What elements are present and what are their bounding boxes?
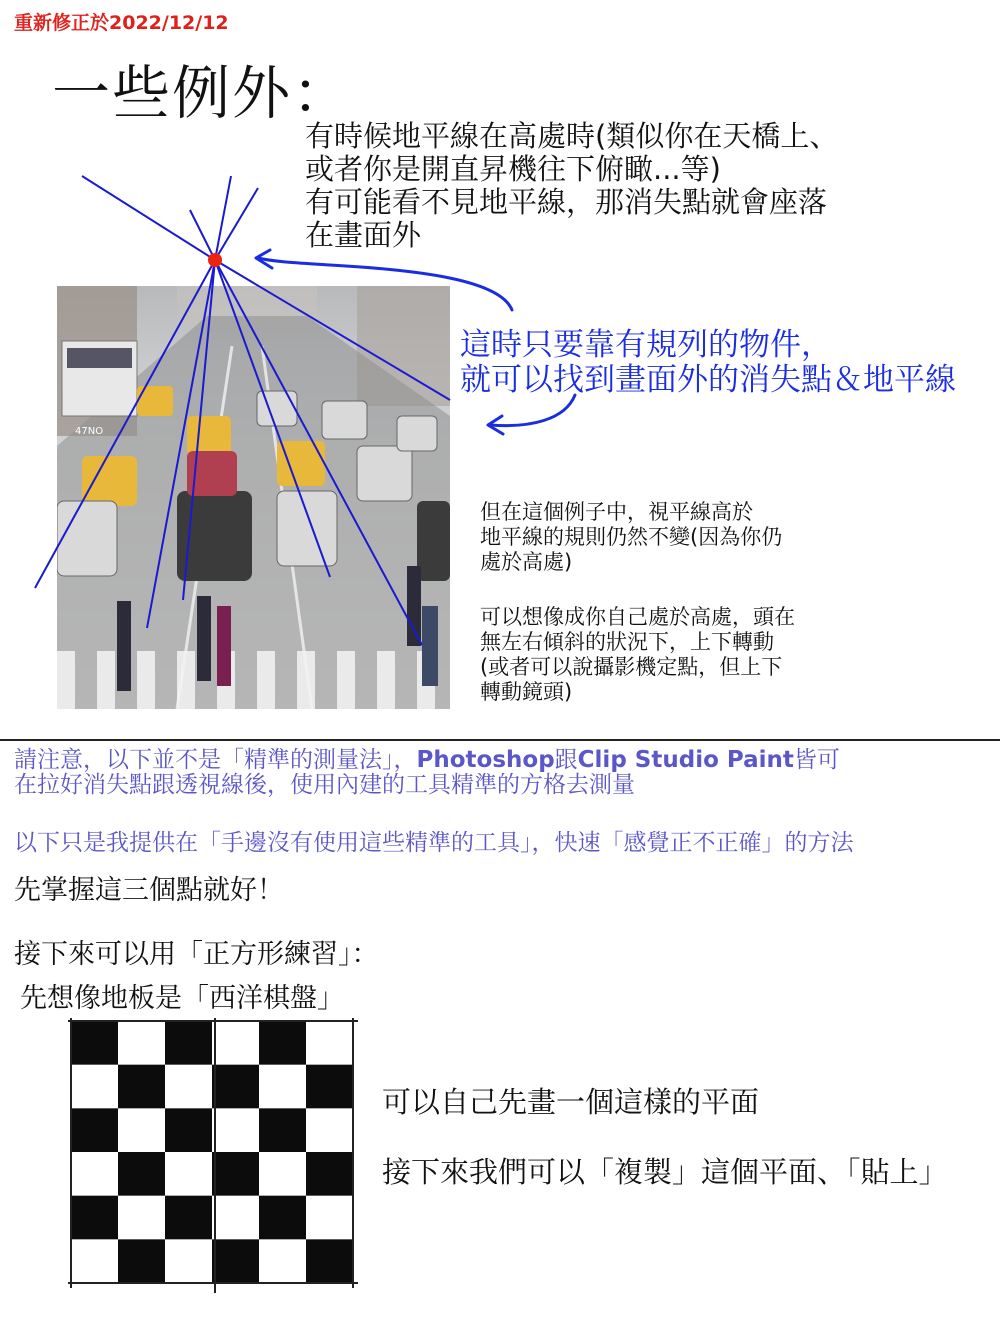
board-cell [306,1065,354,1109]
board-cell [212,1152,260,1196]
notice-part: 跟 [554,747,578,773]
board-cell [165,1196,213,1240]
board-cell [259,1065,307,1109]
board-cell [118,1239,166,1283]
board-cell [118,1152,166,1196]
board-cell [212,1021,260,1065]
board-cell [118,1021,166,1065]
street-photo [57,286,450,709]
caption-draw: 可以自己先畫一個這樣的平面 [382,1085,760,1119]
board-cell [165,1021,213,1065]
board-cell [71,1239,119,1283]
note-eye-level [480,500,782,575]
board-cell [259,1239,307,1283]
board-cell [212,1108,260,1152]
perspective-line [215,176,231,260]
square-practice-line: 接下來可以用「正方形練習」： [14,939,379,970]
notice-text [14,748,840,798]
board-cell [165,1239,213,1283]
caption-copy: 接下來我們可以「複製」這個平面、「貼上」 [382,1155,948,1189]
board-cell [259,1108,307,1152]
note-line: (或者可以說攝影機定點，但上下 [480,655,783,679]
blue-note-line: 這時只要靠有規列的物件， [460,327,832,363]
board-cell [259,1021,307,1065]
board-cell [71,1152,119,1196]
note-line: 可以想像成你自己處於高處，頭在 [480,605,795,629]
arrow-head-icon [256,250,272,268]
note-line: 無左右傾斜的狀況下，上下轉動 [480,630,774,654]
note-line: 但在這個例子中，視平線高於 [480,500,753,524]
photoshop-label: Photoshop [416,747,555,773]
board-cell [71,1196,119,1240]
board-cell [212,1239,260,1283]
street-scene [57,286,450,709]
notice-part: 皆可 [793,747,840,773]
page-title: 一些例外： [52,59,353,127]
description-line: 在畫面外 [305,218,422,252]
notice-line: 在拉好消失點跟透視線後，使用內建的工具精準的方格去測量 [14,772,635,798]
note-line: 地平線的規則仍然不變(因為你仍 [480,525,783,549]
board-cell [212,1065,260,1109]
arrow-to-photo [490,395,575,426]
board-cell [118,1065,166,1109]
notice-part: 請注意，以下並不是「精準的測量法」， [14,747,417,773]
board-cell [259,1152,307,1196]
perspective-line [215,188,258,260]
checkerboard [68,1018,368,1293]
description-line: 有時候地平線在高處時(類似你在天橋上、 [305,119,839,153]
board-cell [259,1196,307,1240]
note-imagine [480,605,795,705]
board-cell [71,1065,119,1109]
board-cell [306,1021,354,1065]
note-line: 處於高處) [480,550,573,574]
board-cell [71,1021,119,1065]
revision-date: 重新修正於2022/12/12 [14,12,229,34]
chessboard-line: 先想像地板是「西洋棋盤」 [20,983,344,1014]
board-cell [306,1196,354,1240]
board-cell [306,1152,354,1196]
board-cell [165,1152,213,1196]
description-text [305,120,838,252]
blue-note [460,328,956,398]
clip-studio-label: Clip Studio Paint [577,747,794,773]
arrow-head-icon [488,416,503,434]
board-cell [118,1108,166,1152]
notice-method: 以下只是我提供在「手邊沒有使用這些精準的工具」，快速「感覺正不正確」的方法 [14,830,854,856]
description-line: 有可能看不見地平線，那消失點就會座落 [305,185,828,219]
board-cell [118,1196,166,1240]
description-line: 或者你是開直昇機往下俯瞰...等) [305,152,721,186]
board-cell [165,1065,213,1109]
board-cell [306,1239,354,1283]
board-cell [165,1108,213,1152]
board-cell [306,1108,354,1152]
board-cell [71,1108,119,1152]
note-line: 轉動鏡頭) [480,680,573,704]
vanishing-point-dot [208,253,222,267]
blue-note-line: 就可以找到畫面外的消失點＆地平線 [460,362,956,398]
section-divider [0,739,1000,741]
perspective-line [82,176,215,260]
road-sign-text: 47NO [75,426,104,437]
perspective-line [190,210,215,260]
three-points-line: 先掌握這三個點就好！ [14,875,284,906]
board-cell [212,1196,260,1240]
